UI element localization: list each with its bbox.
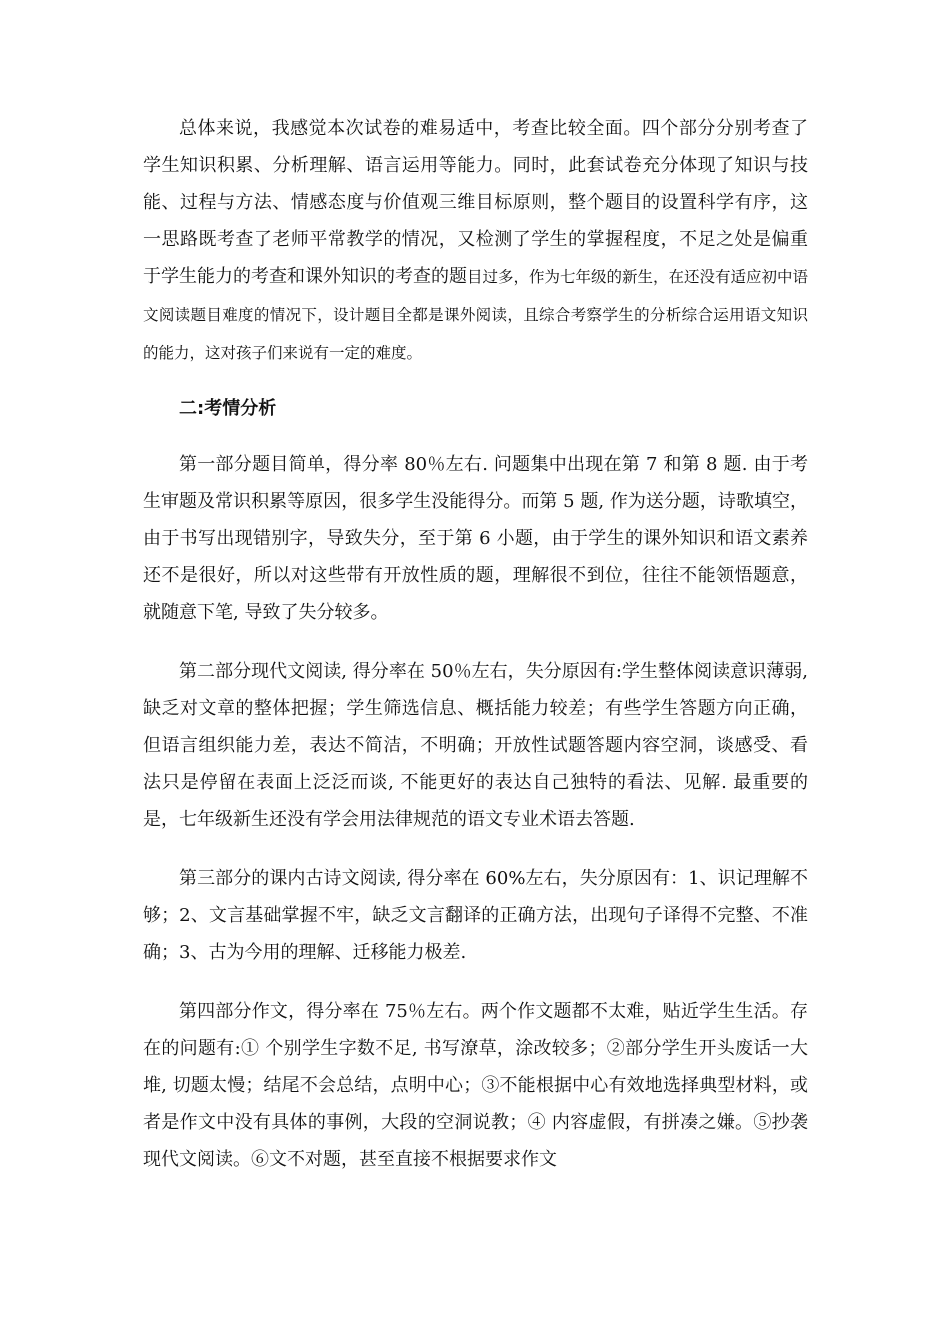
document-page xyxy=(143,110,808,1178)
part2-paragraph: 第二部分现代文阅读, 得分率在 50％左右，失分原因有:学生整体阅读意识薄弱, 缺乏对文章的整体把握；学生筛选信息、概括能力较差；有些学生答题方向正确，但语言组织能力差，表达不简洁，不明确；开放性试题答题内容空洞，谈感受、看法只是停留在表面上泛泛而谈, 不能更好的表达自己独特的看法、见解. 最重要的是，七年级新生还没有学会用法律规范的语文专业术语去答题. xyxy=(143,661,808,830)
summary-text: 总体来说，我感觉本次试卷的难易适中，考查比较全面。四个部分分别考查了学生知识积累、分析理解、语言运用等能力。同时，此套试卷充分体现了知识与技能、过程与方法、情感态度与价值观三维目标原则，整个题目的设置科学有序，这一思路既考查了老师平常教学的情况，又检测了学生的掌握程度，不足之处是偏重于学生能力的考查和课外知识的考查的题 xyxy=(143,118,808,287)
summary-paragraph xyxy=(143,110,808,372)
summary-text-small: 目过多，作为七年级的新生，在还没有适应初中语文阅读题目难度的情况下，设计题目全都是课外阅读，且综合考察学生的分析综合运用语文知识的能力，这对孩子们来说有一定的难度。 xyxy=(143,268,809,362)
section-heading-exam-analysis: 二:考情分析 xyxy=(179,398,277,419)
part3-paragraph: 第三部分的课内古诗文阅读, 得分率在 60%左右，失分原因有：1、识记理解不够；2、文言基础掌握不牢，缺乏文言翻译的正确方法，出现句子译得不完整、不准确；3、古为今用的理解、迁移能力极差. xyxy=(143,868,808,963)
part4-paragraph: 第四部分作文，得分率在 75％左右。两个作文题都不太难，贴近学生生活。存在的问题有:① 个别学生字数不足, 书写潦草，涂改较多；②部分学生开头废话一大堆, 切题太慢；结尾不会总结，点明中心；③不能根据中心有效地选择典型材料，或者是作文中没有具体的事例，大段的空洞说教；④ 内容虚假，有拼凑之嫌。⑤抄袭现代文阅读。⑥文不对题，甚至直接不根据要求作文 xyxy=(143,1001,808,1170)
part1-paragraph: 第一部分题目简单，得分率 80％左右. 问题集中出现在第 7 和第 8 题. 由于考生审题及常识积累等原因，很多学生没能得分。而第 5 题, 作为送分题，诗歌填空，由于书写出现错别字，导致失分，至于第 6 小题，由于学生的课外知识和语文素养还不是很好，所以对这些带有开放性质的题，理解很不到位，往往不能领悟题意，就随意下笔, 导致了失分较多。 xyxy=(143,454,808,623)
